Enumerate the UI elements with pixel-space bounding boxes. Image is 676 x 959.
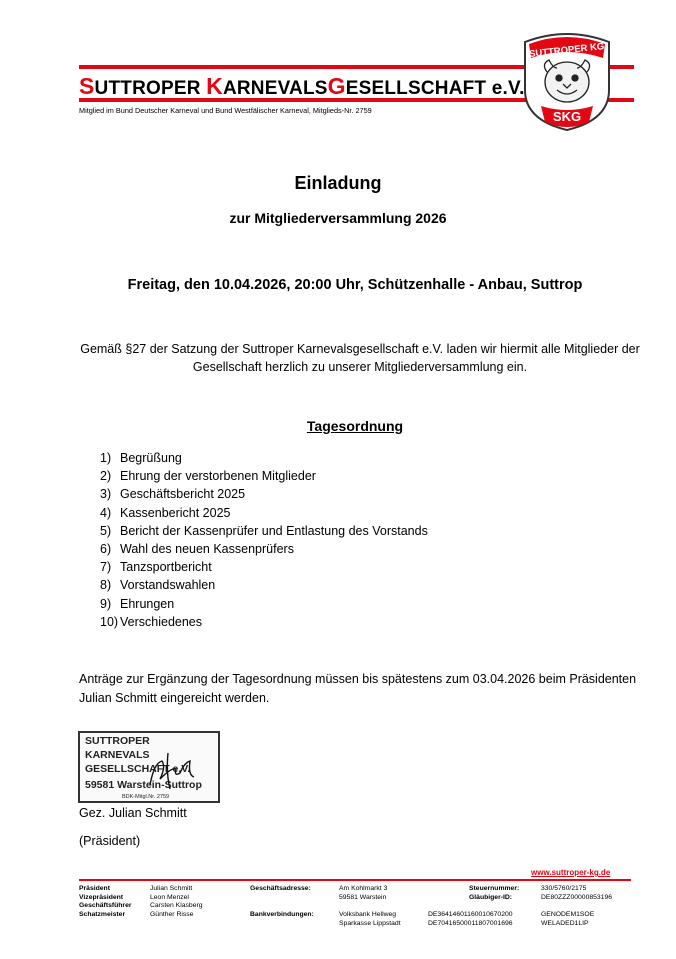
footer-role: Geschäftsführer [79,902,132,910]
logo-top-text: SUTTROPER KG [528,41,605,60]
agenda-item-text: Ehrung der verstorbenen Mitglieder [120,469,316,484]
creditor-value: DE80ZZZ00000853196 [541,894,613,901]
membership-subline: Mitglied im Bund Deutscher Karneval und Bund Westfälischer Karneval, Mitglieds-Nr. 2759 [79,106,372,115]
stamp-line-4: 59581 Warstein-Suttrop [85,779,202,791]
agenda-item [100,504,428,522]
agenda-item [100,540,428,558]
footer-person: Carsten Klasberg [150,902,203,910]
footer-role: Präsident [79,885,110,892]
agenda-item-text: Ehrungen [120,596,175,611]
agenda-list [100,449,428,631]
bank-iban: DE36414601160010670200 [428,911,513,918]
org-initial-k: K [206,73,223,99]
logo-bottom-text: SKG [552,109,582,124]
footer-names [150,885,203,919]
agenda-item [100,613,428,631]
footer-role: Schatzmeister [79,910,126,918]
handwritten-signature [80,733,220,803]
creditor-label: Gläubiger-ID: [469,894,513,901]
agenda-item-text: Vorstandswahlen [120,578,216,593]
address-label: Geschäftsadresse: [250,885,311,892]
document-subtitle: zur Mitgliederversammlung 2026 [229,210,447,226]
address-line: Am Kohlmarkt 3 [339,885,388,892]
bank-iban: DE70416500011807001696 [428,919,513,927]
bank-ibans [428,911,513,928]
stamp-line-2: KARNEVALS [85,749,150,761]
agenda-item [100,449,428,467]
agenda-item [100,576,428,594]
agenda-item-number: 4) [100,505,112,520]
bank-bics [541,911,594,928]
agenda-item-number: 2) [100,469,112,484]
footer-role: Vizepräsident [79,893,124,901]
agenda-item [100,522,428,540]
document-title: Einladung [294,173,382,193]
footer-person: Leon Menzel [150,893,189,901]
agenda-item-text: Wahl des neuen Kassenprüfers [120,541,294,556]
signature-name: Gez. Julian Schmitt [79,806,187,820]
club-stamp [78,731,220,803]
agenda-item-number: 3) [100,487,112,502]
stamp-line-5: BDK-Mitgl.Nr. 2759 [122,794,170,800]
agenda-item [100,595,428,613]
meeting-date-location: Freitag, den 10.04.2026, 20:00 Uhr, Schützenhalle - Anbau, Suttrop [127,277,583,293]
address-line: 59581 Warstein [339,893,387,901]
agenda-item-text: Geschäftsbericht 2025 [120,487,246,502]
tax-value: 330/5760/2175 [541,885,587,892]
org-initial-g: G [327,73,346,99]
footer-roles [79,885,132,919]
bank-name: Sparkasse Lippstadt [339,919,401,927]
footer-divider [79,879,631,881]
club-logo [519,28,615,132]
footer-person: Julian Schmitt [150,885,193,892]
agenda-heading: Tagesordnung [306,418,404,434]
intro-paragraph: Gemäß §27 der Satzung der Suttroper Karnevalsgesellschaft e.V. laden wir hiermit alle Mitglieder der Gesellschaft herzlich zu unserer Mitgliederversammlung ein. [80,342,640,374]
stamp-line-1: SUTTROPER [85,735,150,747]
org-name-part-2: ARNEVALS [222,78,328,99]
agenda-item-text: Bericht der Kassenprüfer und Entlastung des Vorstands [120,523,428,538]
deadline-note: Anträge zur Ergänzung der Tagesordnung müssen bis spätestens zum 03.04.2026 beim Präsidenten Julian Schmitt eingereicht werden. [79,672,637,705]
agenda-item-number: 6) [100,541,112,556]
agenda-item-text: Kassenbericht 2025 [120,505,231,520]
bank-names [339,911,401,928]
agenda-item [100,485,428,503]
org-initial-s: S [79,73,95,99]
tax-label: Steuernummer: [469,885,520,892]
signature-role: (Präsident) [79,834,141,848]
bank-name: Volksbank Hellweg [339,911,397,918]
agenda-item-text: Verschiedenes [120,614,203,629]
agenda-item [100,467,428,485]
stamp-line-3: GESELLSCHAFT e.V. [85,763,191,775]
agenda-item [100,558,428,576]
org-name-part-1: UTTROPER [94,78,207,99]
agenda-item-number: 8) [100,578,112,593]
organization-name [79,73,525,100]
address-block [339,885,387,902]
website-link[interactable]: www.suttroper-kg.de [531,868,611,877]
agenda-item-number: 9) [100,596,112,611]
bank-label: Bankverbindungen: [250,911,314,918]
bank-bic: GENODEM1SOE [541,911,595,918]
agenda-item-number: 10) [100,614,119,629]
bank-bic: WELADED1LIP [541,919,589,927]
agenda-item-number: 5) [100,523,112,538]
agenda-item-number: 1) [100,451,112,465]
agenda-item-text: Begrüßung [120,451,182,465]
agenda-item-text: Tanzsportbericht [120,560,212,575]
agenda-item-number: 7) [100,560,112,575]
footer-person: Günther Risse [150,910,194,918]
org-name-part-3: ESELLSCHAFT e.V. [345,78,525,99]
